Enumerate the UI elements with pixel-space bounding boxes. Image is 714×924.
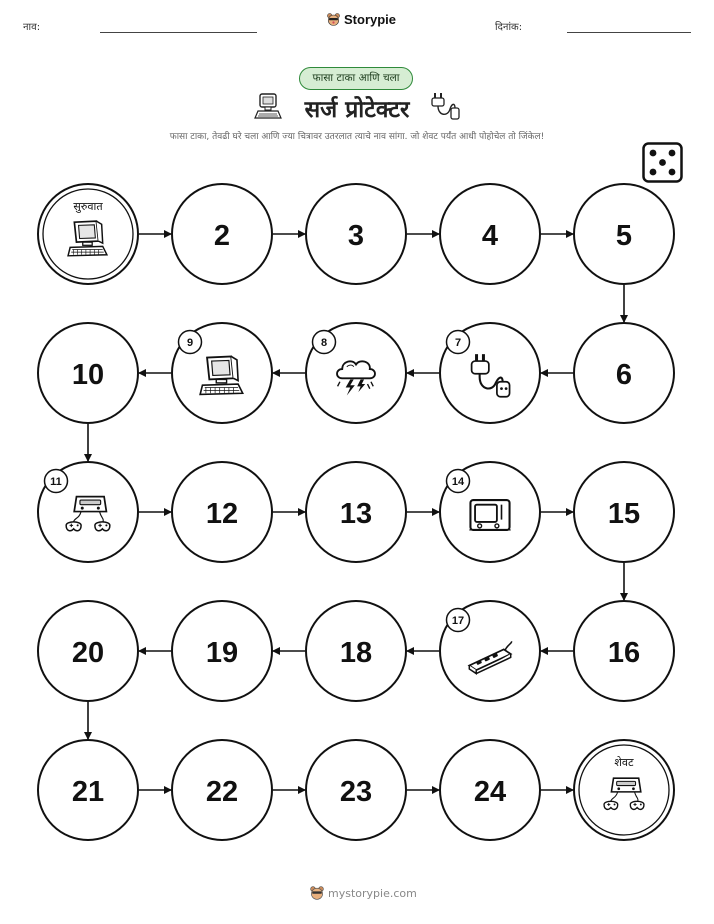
board-cell-17[interactable] (440, 601, 540, 701)
cell-number: 11 (50, 476, 62, 488)
board-cell-23[interactable] (306, 740, 406, 840)
instructions: फासा टाका, तेवढी घरे चला आणि ज्या चित्रावर उतरलात त्याचे नाव सांगा. जो शेवट पर्यंत आधी पोहोचेल तो जिंकेल! (169, 132, 545, 142)
board-cell-3[interactable] (306, 184, 406, 284)
board-cell-1[interactable] (38, 184, 138, 284)
board-cell-15[interactable] (574, 462, 674, 562)
cell-number: 24 (473, 776, 507, 808)
name-label: नाव: (23, 22, 41, 33)
board-cell-4[interactable] (440, 184, 540, 284)
board-cell-24[interactable] (440, 740, 540, 840)
cell-number: 13 (339, 498, 373, 530)
board-cell-22[interactable] (172, 740, 272, 840)
cell-number: 19 (205, 637, 239, 669)
footer-url[interactable]: mystorypie.com (328, 886, 417, 900)
cell-number: 2 (213, 220, 231, 252)
cell-number: 16 (607, 637, 641, 669)
cell-number: 9 (186, 337, 194, 349)
cell-number: 23 (339, 776, 373, 808)
board-cell-7[interactable] (440, 323, 540, 423)
microwave-icon (469, 500, 510, 530)
board-cell-2[interactable] (172, 184, 272, 284)
board-cell-16[interactable] (574, 601, 674, 701)
board-cell-5[interactable] (574, 184, 674, 284)
cell-number: 12 (205, 498, 239, 530)
board-cell-9[interactable] (172, 323, 272, 423)
cell-number: 15 (607, 498, 641, 530)
board-cell-21[interactable] (38, 740, 138, 840)
brand-name: Storypie (344, 12, 397, 27)
board-cell-25[interactable] (574, 740, 674, 840)
page-title: सर्ज प्रोटेक्टर (304, 97, 410, 123)
cell-number: 14 (451, 476, 465, 488)
cell-number: 6 (615, 359, 633, 391)
cell-number: 3 (347, 220, 365, 252)
cell-number: 20 (71, 637, 105, 669)
cell-number: 10 (71, 359, 105, 391)
cell-number: 18 (339, 637, 373, 669)
date-label: दिनांक: (495, 22, 523, 33)
game-badge: फासा टाका आणि चला (299, 67, 413, 90)
board-cell-11[interactable] (38, 462, 138, 562)
board-cell-12[interactable] (172, 462, 272, 562)
cell-number: 4 (481, 220, 499, 252)
board-cell-18[interactable] (306, 601, 406, 701)
end-label: शेवट (614, 756, 634, 769)
cell-number: 7 (454, 337, 462, 349)
cell-number: 8 (320, 337, 328, 349)
bear-icon (309, 885, 325, 901)
footer (309, 885, 417, 901)
board-cell-19[interactable] (172, 601, 272, 701)
cell-number: 5 (615, 220, 633, 252)
board-cell-14[interactable] (440, 462, 540, 562)
cell-number: 21 (71, 776, 105, 808)
cell-number: 22 (205, 776, 239, 808)
board-cell-20[interactable] (38, 601, 138, 701)
start-label: सुरुवात (73, 200, 103, 213)
board-cell-10[interactable] (38, 323, 138, 423)
board-cell-13[interactable] (306, 462, 406, 562)
board-cell-8[interactable] (306, 323, 406, 423)
cell-number: 17 (451, 615, 465, 627)
board-cell-6[interactable] (574, 323, 674, 423)
